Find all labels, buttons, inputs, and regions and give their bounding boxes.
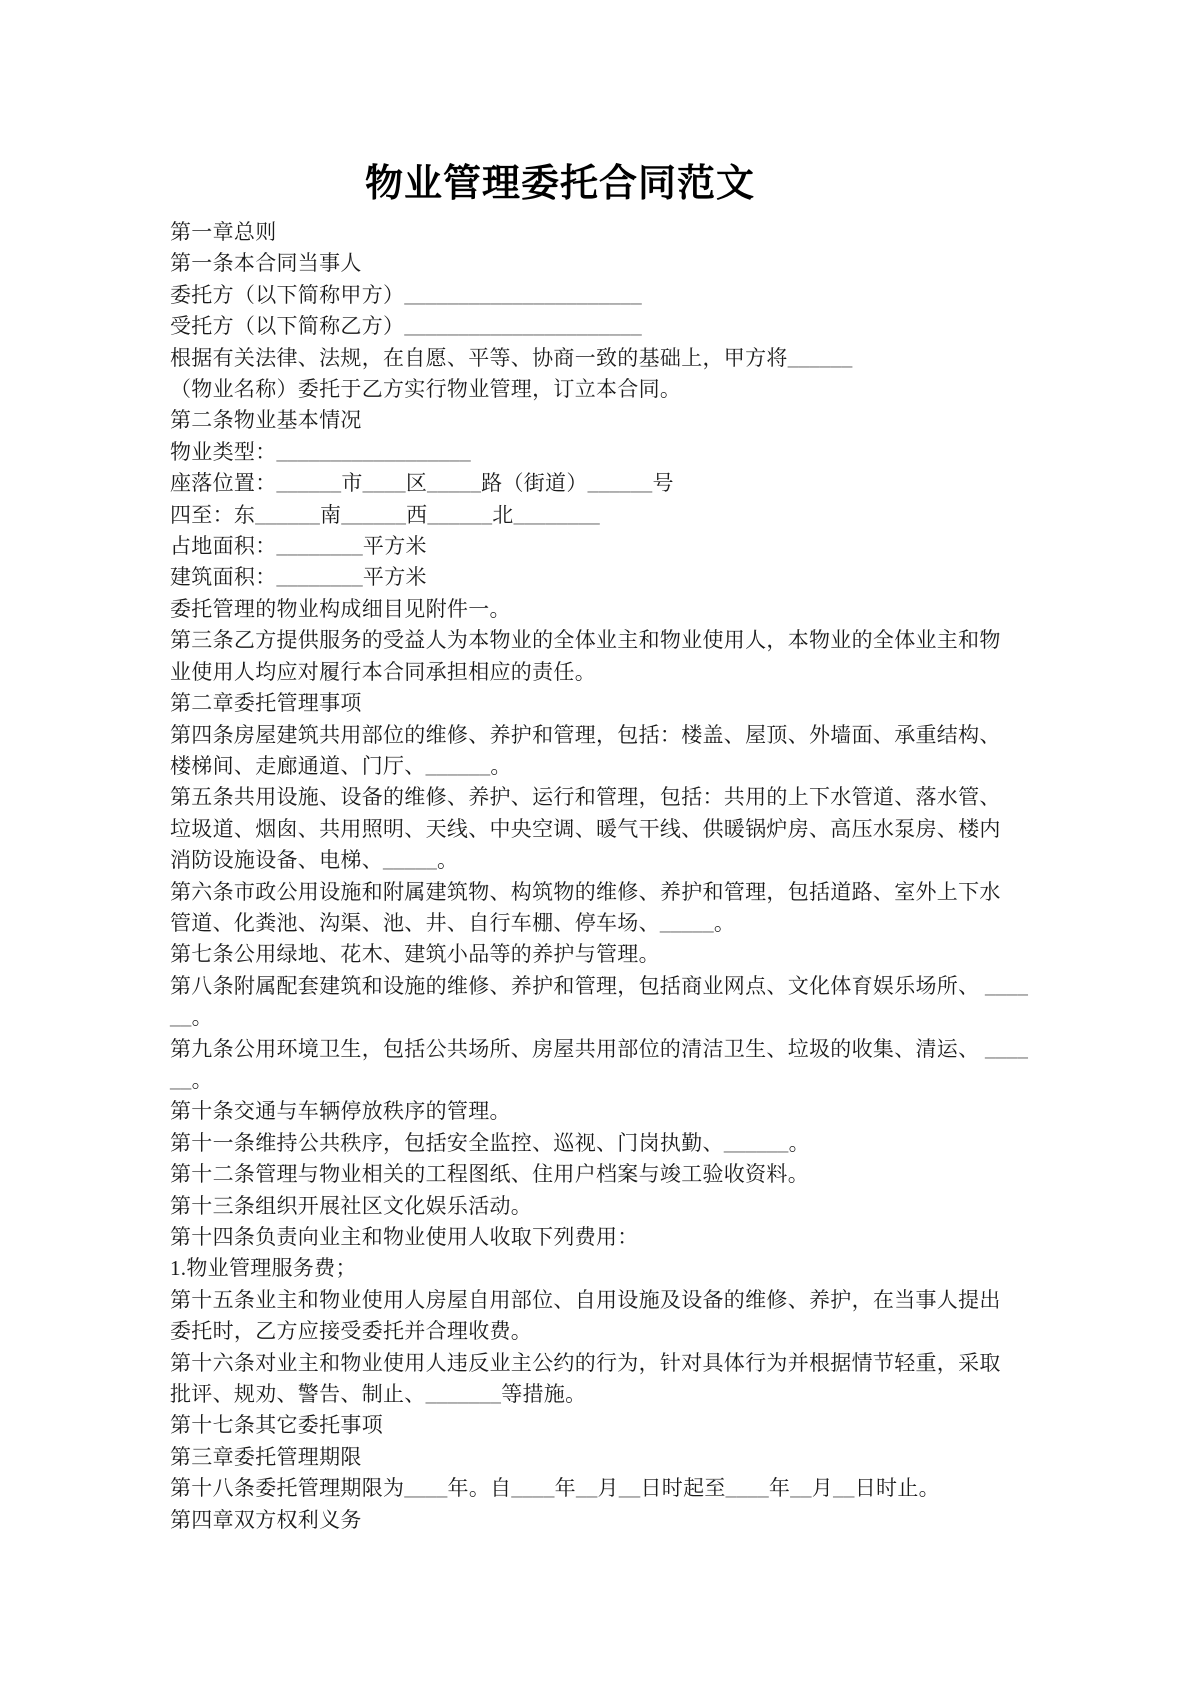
- fill-in-blank: ______: [723, 1130, 789, 1155]
- fill-in-blank: ______: [276, 471, 342, 496]
- document-line: （物业名称）委托于乙方实行物业管理，订立本合同。: [170, 377, 682, 402]
- document-body: [170, 217, 1040, 1536]
- document-line: 第四条房屋建筑共用部位的维修、养护和管理，包括：楼盖、屋顶、外墙面、承重结构、: [170, 722, 1001, 747]
- fill-in-blank: __: [790, 1476, 812, 1501]
- document-line: __。: [170, 1005, 213, 1030]
- fill-in-blank: ______: [255, 502, 321, 527]
- document-line: 第五条共用设施、设备的维修、养护、运行和管理，包括：共用的上下水管道、落水管、: [170, 785, 1001, 810]
- fill-in-blank: __: [618, 1476, 641, 1501]
- document-line: 第十二条管理与物业相关的工程图纸、住用户档案与竣工验收资料。: [170, 1162, 809, 1187]
- document-line: 第七条公用绿地、花木、建筑小品等的养护与管理。: [170, 942, 660, 967]
- fill-in-blank: __________________: [276, 439, 471, 464]
- fill-in-blank: __: [170, 1067, 192, 1092]
- fill-in-blank: ____: [984, 1036, 1029, 1061]
- document-line: 第十四条负责向业主和物业使用人收取下列费用：: [170, 1225, 639, 1249]
- document-line: 第十一条维持公共秩序，包括安全监控、巡视、门岗执勤、______。: [170, 1130, 810, 1155]
- fill-in-blank: _____: [383, 848, 437, 873]
- document-line: __。: [170, 1067, 213, 1092]
- fill-in-blank: __: [833, 1476, 855, 1501]
- fill-in-blank: ____: [362, 471, 406, 496]
- fill-in-blank: ____: [725, 1476, 769, 1501]
- document-line: 第三条乙方提供服务的受益人为本物业的全体业主和物业使用人，本物业的全体业主和物: [170, 628, 1001, 653]
- document-line: 第二条物业基本情况: [170, 408, 362, 433]
- document-line: 第一条本合同当事人: [170, 251, 362, 276]
- document-line: 第四章双方权利义务: [170, 1507, 362, 1532]
- fill-in-blank: ________: [513, 502, 600, 527]
- fill-in-blank: _______: [425, 1382, 502, 1407]
- fill-in-blank: ________: [276, 534, 363, 559]
- document-line: 四至：东______南______西______北________: [170, 502, 600, 527]
- document-line: 第八条附属配套建筑和设施的维修、养护和管理，包括商业网点、文化体育娱乐场所、 ____: [170, 973, 1029, 998]
- document-line: 委托方（以下简称甲方）______________________: [170, 282, 642, 307]
- fill-in-blank: __: [575, 1476, 598, 1501]
- document-title: 物业管理委托合同范文: [364, 163, 755, 205]
- fill-in-blank: ______: [587, 471, 653, 496]
- document-line: 楼梯间、走廊通道、门厅、______。: [170, 753, 512, 778]
- document-line: 第十八条委托管理期限为____年。自____年__月__日时起至____年__月__日时止。: [170, 1476, 940, 1501]
- document-line: 业使用人均应对履行本合同承担相应的责任。: [170, 659, 596, 684]
- document-line: 第十五条业主和物业使用人房屋自用部位、自用设施及设备的维修、养护，在当事人提出: [170, 1287, 1001, 1312]
- fill-in-blank: ________: [276, 565, 363, 590]
- document-line: 建筑面积：________平方米: [170, 565, 427, 590]
- document-line: 批评、规劝、警告、制止、_______等措施。: [170, 1382, 587, 1407]
- document-line: 1.物业管理服务费；: [170, 1256, 357, 1281]
- document-line: 座落位置：______市____区_____路（街道）______号: [170, 471, 674, 496]
- document-line: 根据有关法律、法规，在自愿、平等、协商一致的基础上，甲方将______: [170, 345, 853, 370]
- document-line: 第九条公用环境卫生，包括公共场所、房屋共用部位的清洁卫生、垃圾的收集、清运、 ____: [170, 1036, 1029, 1061]
- fill-in-blank: _____: [659, 910, 714, 935]
- document-line: 第十六条对业主和物业使用人违反业主公约的行为，针对具体行为并根据情节轻重，采取: [170, 1350, 1001, 1375]
- document-line: 第十七条其它委托事项: [170, 1413, 383, 1438]
- fill-in-blank: ____: [404, 1476, 448, 1501]
- document-line: 第十条交通与车辆停放秩序的管理。: [170, 1099, 511, 1124]
- fill-in-blank: __: [170, 1005, 192, 1030]
- fill-in-blank: ______: [425, 753, 491, 778]
- document-line: 管道、化粪池、沟渠、池、井、自行车棚、停车场、_____。: [170, 910, 736, 935]
- document-line: 第六条市政公用设施和附属建筑物、构筑物的维修、养护和管理，包括道路、室外上下水: [170, 879, 1001, 904]
- document-line: 消防设施设备、电梯、_____。: [170, 848, 459, 873]
- document-line: 占地面积：________平方米: [170, 534, 427, 559]
- document-line: 垃圾道、烟囱、共用照明、天线、中央空调、暖气干线、供暖锅炉房、高压水泵房、楼内: [170, 816, 1001, 841]
- fill-in-blank: ______: [787, 345, 853, 370]
- fill-in-blank: ______________________: [404, 314, 642, 339]
- fill-in-blank: ______: [427, 502, 493, 527]
- document-line: 委托管理的物业构成细目见附件一。: [170, 596, 511, 621]
- fill-in-blank: ______________________: [404, 282, 642, 307]
- fill-in-blank: ____: [511, 1476, 555, 1501]
- document-line: 委托时，乙方应接受委托并合理收费。: [170, 1319, 533, 1344]
- document-line: 第十三条组织开展社区文化娱乐活动。: [170, 1193, 533, 1218]
- document-line: 受托方（以下简称乙方）______________________: [170, 314, 642, 339]
- fill-in-blank: ____: [984, 973, 1029, 998]
- fill-in-blank: ______: [341, 502, 407, 527]
- document-line: 物业类型：__________________: [170, 439, 471, 464]
- document-line: 第三章委托管理期限: [170, 1444, 362, 1469]
- document-line: 第二章委托管理事项: [170, 691, 362, 716]
- document-line: 第一章总则: [170, 220, 277, 244]
- fill-in-blank: _____: [427, 471, 482, 496]
